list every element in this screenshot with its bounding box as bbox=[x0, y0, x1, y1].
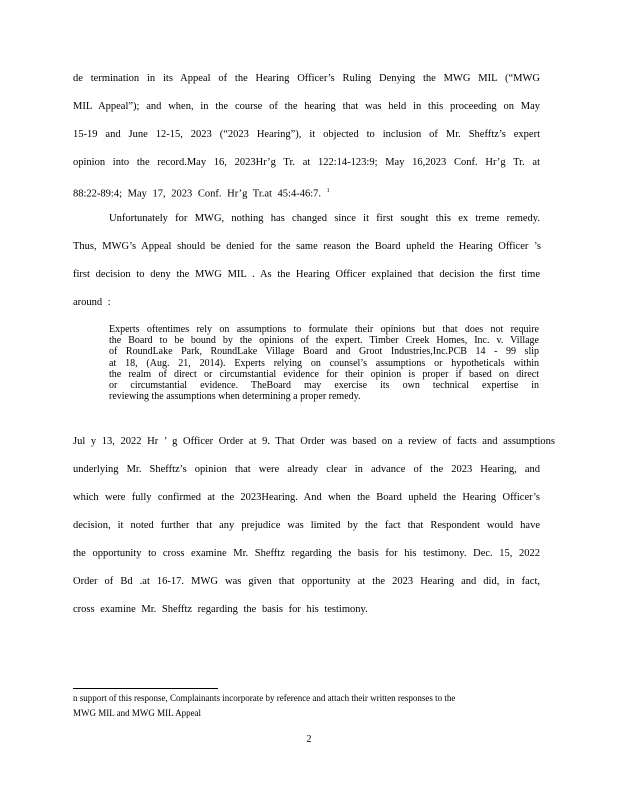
body-line-text: 88:22-89:4; May 17, 2023 Conf. Hr’g Tr.at 45:4-46:7. bbox=[73, 188, 322, 200]
body-line: 15-19 and June 12-15, 2023 (“2023 Hearing”), it objected to inclusion of Mr. Shefftz’s expert bbox=[73, 129, 540, 140]
quote-line: of RoundLake Park, RoundLake Village Board and Groot Industries,Inc.PCB 14 - 99 slip bbox=[109, 346, 539, 358]
body-line: Unfortunately for MWG, nothing has changed since it first sought this ex treme remedy. bbox=[109, 213, 540, 224]
quote-line: the Board to be bound by the opinions of the expert. Timber Creek Homes, Inc. v. Village bbox=[109, 335, 539, 347]
body-line: cross examine Mr. Shefftz regarding the basis for his testimony. bbox=[73, 604, 368, 615]
body-line-last bbox=[73, 185, 540, 201]
quote-line: the realm of direct or circumstantial evidence for their opinion is proper if based on direct bbox=[109, 368, 539, 380]
quote-line: reviewing the assumptions when determining a proper remedy. bbox=[109, 391, 361, 403]
body-line: decision, it noted further that any prejudice was limited by the fact that Respondent would have bbox=[73, 520, 540, 531]
body-line: opinion into the record.May 16, 2023Hr’g Tr. at 122:14-123:9; May 16,2023 Conf. Hr’g Tr. at bbox=[73, 157, 540, 168]
footnote-separator bbox=[73, 688, 218, 689]
quote-line: or circumstantial evidence. TheBoard may exercise its own technical expertise in bbox=[109, 380, 539, 392]
body-line: underlying Mr. Shefftz’s opinion that were already clear in advance of the 2023 Hearing, and bbox=[73, 464, 540, 475]
block-quote bbox=[109, 324, 539, 402]
body-line: de termination in its Appeal of the Hearing Officer’s Ruling Denying the MWG MIL (“MWG bbox=[73, 73, 540, 84]
page-number: 2 bbox=[306, 734, 312, 745]
body-line: Order of Bd .at 16-17. MWG was given that opportunity at the 2023 Hearing and did, in fact, bbox=[73, 576, 540, 587]
body-line: the opportunity to cross examine Mr. Shefftz regarding the basis for his testimony. Dec. 15, 2022 bbox=[73, 548, 540, 559]
body-line: first decision to deny the MWG MIL . As the Hearing Officer explained that decision the first time bbox=[73, 269, 540, 280]
body-line: Jul y 13, 2022 Hr ’ g Officer Order at 9. That Order was based on a review of facts and assumptions bbox=[73, 436, 556, 447]
footnote-line: MWG MIL and MWG MIL Appeal bbox=[73, 708, 202, 718]
body-line: around : bbox=[73, 297, 111, 308]
footnote-line: n support of this response, Complainants incorporate by reference and attach their written responses to the bbox=[73, 693, 456, 703]
quote-line: Experts oftentimes rely on assumptions to formulate their opinions but that does not require bbox=[109, 324, 539, 335]
body-line: MIL Appeal”); and when, in the course of the hearing that was held in this proceeding on May bbox=[73, 101, 540, 112]
body-line: which were fully confirmed at the 2023Hearing. And when the Board upheld the Hearing Officer’s bbox=[73, 492, 540, 503]
footnote-marker: 1 bbox=[326, 188, 330, 194]
body-line: Thus, MWG’s Appeal should be denied for the same reason the Board upheld the Hearing Officer ’s bbox=[73, 241, 541, 252]
quote-line: at 18, (Aug. 21, 2014). Experts relying on counsel’s assumptions or hypotheticals within bbox=[109, 357, 539, 369]
